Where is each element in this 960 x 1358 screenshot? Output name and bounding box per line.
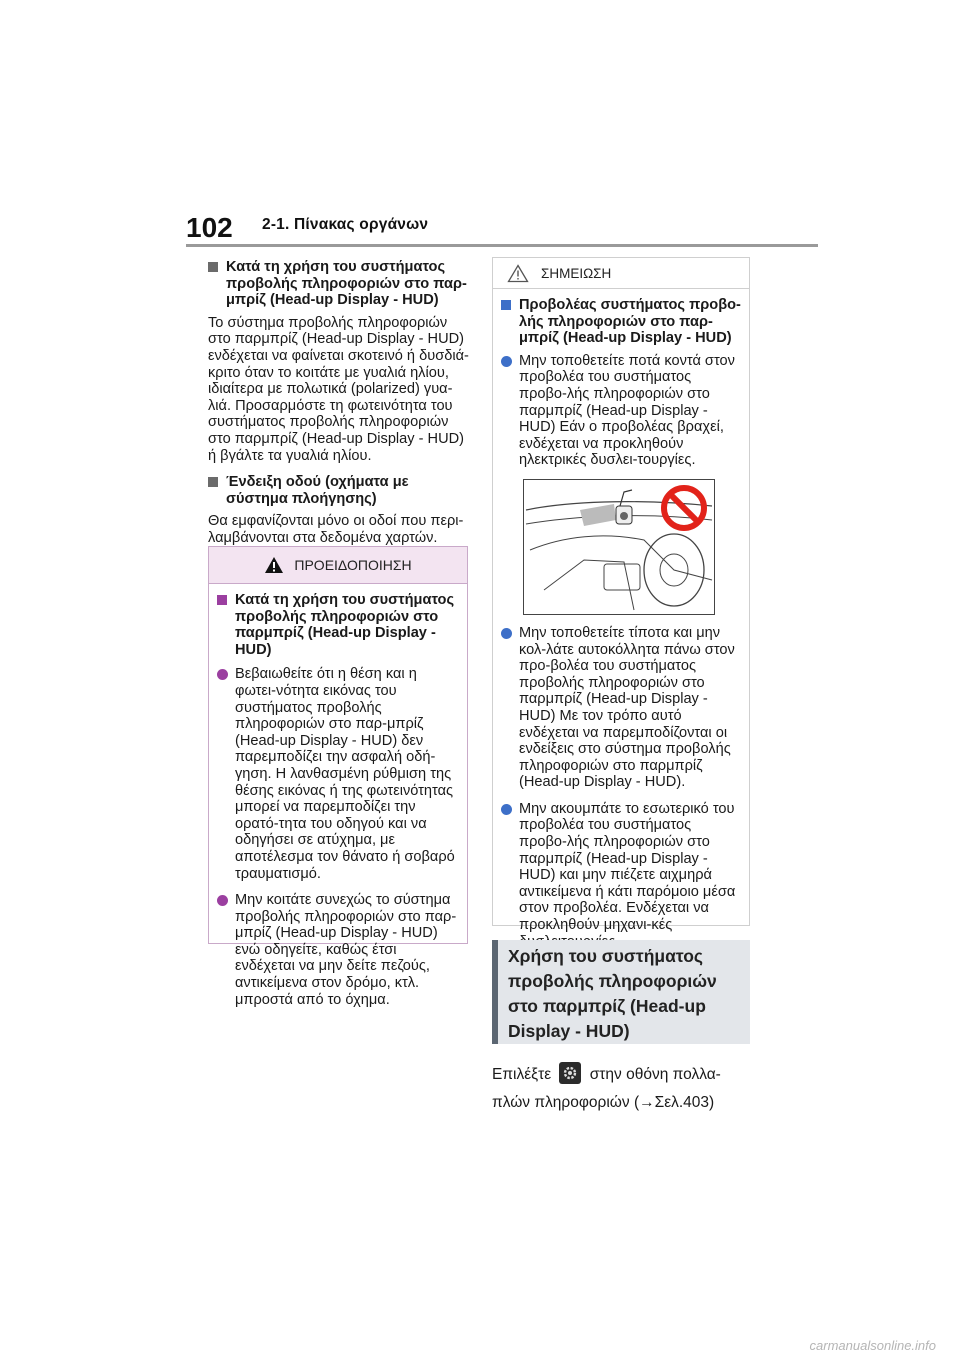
bullet-text: Μην κοιτάτε συνεχώς το σύστημα προβολής πληροφοριών στο παρ-μπρίζ (Head-up Display - HUD) ενώ οδηγείτε, καθώς έτσι ενδέχεται να μην δείτε πεζούς, αντικείμενα στον δρόμο, κτλ. μπροστά από το όχημα.: [235, 892, 457, 1008]
caution-triangle-icon: [507, 264, 529, 283]
header-rule: [186, 244, 818, 247]
circle-bullet-icon: [501, 356, 512, 367]
heading-text: Προβολέας συστήματος προβο-λής πληροφοριών στο παρ-μπρίζ (Head-up Display - HUD): [519, 297, 741, 347]
notice-header: [493, 258, 749, 289]
circle-bullet-icon: [501, 628, 512, 639]
page-number: 102: [186, 212, 233, 243]
notice-bullet-3: [501, 801, 741, 950]
warning-body: [209, 584, 467, 1008]
square-bullet-icon: [501, 300, 511, 310]
circle-bullet-icon: [501, 804, 512, 815]
projector-illustration: [523, 479, 715, 615]
warning-triangle-icon: [264, 556, 284, 574]
warning-header: [209, 547, 467, 584]
footer-watermark: carmanualsonline.info: [809, 1338, 936, 1353]
paragraph-sunglasses: Το σύστημα προβολής πληροφοριών στο παρμπρίζ (Head-up Display - HUD) ενδέχεται να φαίνεται σκοτεινό ή δυσδιά-κριτο όταν το κοιτάτε με γυαλιά ηλίου, ιδιαίτερα με πολωτικά (polarized) γυα-λιά. Προσαρμόστε τη φωτεινότητα του συστήματος προβολής πληροφοριών στο παρμπρίζ (Head-up Display - HUD) ή βγάλτε τα γυαλιά ηλίου.: [208, 314, 469, 464]
heading-text: Κατά τη χρήση του συστήματος προβολής πληροφοριών στο παρμπρίζ (Head-up Display - HUD): [235, 592, 455, 658]
select-instruction: [492, 1062, 721, 1085]
notice-bullet-1: [501, 353, 741, 469]
warning-box: [208, 546, 468, 1008]
left-column: [208, 259, 470, 547]
settings-gear-icon: [559, 1062, 581, 1084]
notice-heading: [501, 297, 741, 347]
square-bullet-icon: [208, 477, 218, 487]
usage-title-box: [492, 940, 750, 1044]
bullet-text: Μην τοποθετείτε τίποτα και μην κολ-λάτε αυτοκόλλητα πάνω στον προ-βολέα του συστήματος προβολής πληροφοριών στο παρμπρίζ (Head-up Display - HUD) Με τον τρόπο αυτό ενδέχεται να παρεμποδίζονται οι ενδείξεις στο σύστημα προβολής πληροφοριών στο παρμπρίζ (Head-up Display - HUD).: [519, 624, 735, 791]
square-bullet-icon: [208, 262, 218, 272]
prohibited-icon: [660, 484, 708, 532]
bullet-text: Μην τοποθετείτε ποτά κοντά στον προβολέα του συστήματος προβο-λής πληροφοριών στο παρμπρίζ (Head-up Display - HUD) Εάν ο προβολέας βραχεί, ενδέχεται να προκληθούν ηλεκτρικές δυσλει-τουργίες.: [519, 352, 735, 469]
usage-title: Χρήση του συστήματος προβολής πληροφοριών στο παρμπρίζ (Head-up Display - HUD): [508, 946, 717, 1041]
select-instruction-line2: πλών πληροφοριών (→Σελ.403): [492, 1094, 715, 1111]
bullet-text: Βεβαιωθείτε ότι η θέση και η φωτει-νότητα εικόνας του συστήματος προβολής πληροφοριών στο παρ-μπρίζ (Head-up Display - HUD) δεν παρεμποδίζει την ασφαλή οδή-γηση. Η λανθασμένη ρύθμιση της θέσης εικόνας ή της φωτεινότητας μπορεί να παρεμποδίζει την ορατό-τητα του οδηγού και να οδηγήσει σε ατύχημα, με αποτέλεσμα τον θάνατο ή σοβαρό τραυματισμό.: [235, 666, 455, 882]
heading-text: Κατά τη χρήση του συστήματος προβολής πληροφοριών στο παρ-μπρίζ (Head-up Display - HUD): [226, 259, 467, 309]
warning-heading: [217, 592, 459, 658]
gear-glyph-icon: [559, 1062, 581, 1084]
bullet-text: Μην ακουμπάτε το εσωτερικό του προβολέα του συστήματος προβο-λής πληροφοριών στο παρμπρίζ (Head-up Display - HUD) και μην πιέζετε αιχμηρά αντικείμενα ή κάτι παρόμοιο μέσα στον προβολέα. Ενδέχεται να προκληθούν μηχανι-κές: [519, 800, 736, 934]
heading-text: Ένδειξη οδού (οχήματα με σύστημα πλοήγησης): [226, 474, 409, 507]
warning-bullet-2: [217, 892, 459, 1008]
heading-road-display: [208, 474, 470, 507]
heading-hud-usage: [208, 259, 470, 309]
circle-bullet-icon: [217, 895, 228, 906]
notice-bullet-2: [501, 625, 741, 791]
paragraph-map-roads: Θα εμφανίζονται μόνο οι οδοί που περι-λαμβάνονται στα δεδομένα χαρτών.: [208, 513, 464, 546]
section-title: 2-1. Πίνακας οργάνων: [262, 216, 429, 233]
notice-title: ΣΗΜΕΙΩΣΗ: [541, 265, 612, 281]
square-bullet-icon: [217, 595, 227, 605]
select-text-after: στην οθόνη πολλα-: [589, 1066, 721, 1083]
notice-body: [493, 289, 749, 950]
warning-title: ΠΡΟΕΙΔΟΠΟΙΗΣΗ: [294, 557, 412, 573]
warning-bullet-1: [217, 666, 459, 882]
notice-box: [492, 257, 750, 934]
circle-bullet-icon: [217, 669, 228, 680]
select-text-before: Επιλέξτε: [492, 1066, 552, 1083]
